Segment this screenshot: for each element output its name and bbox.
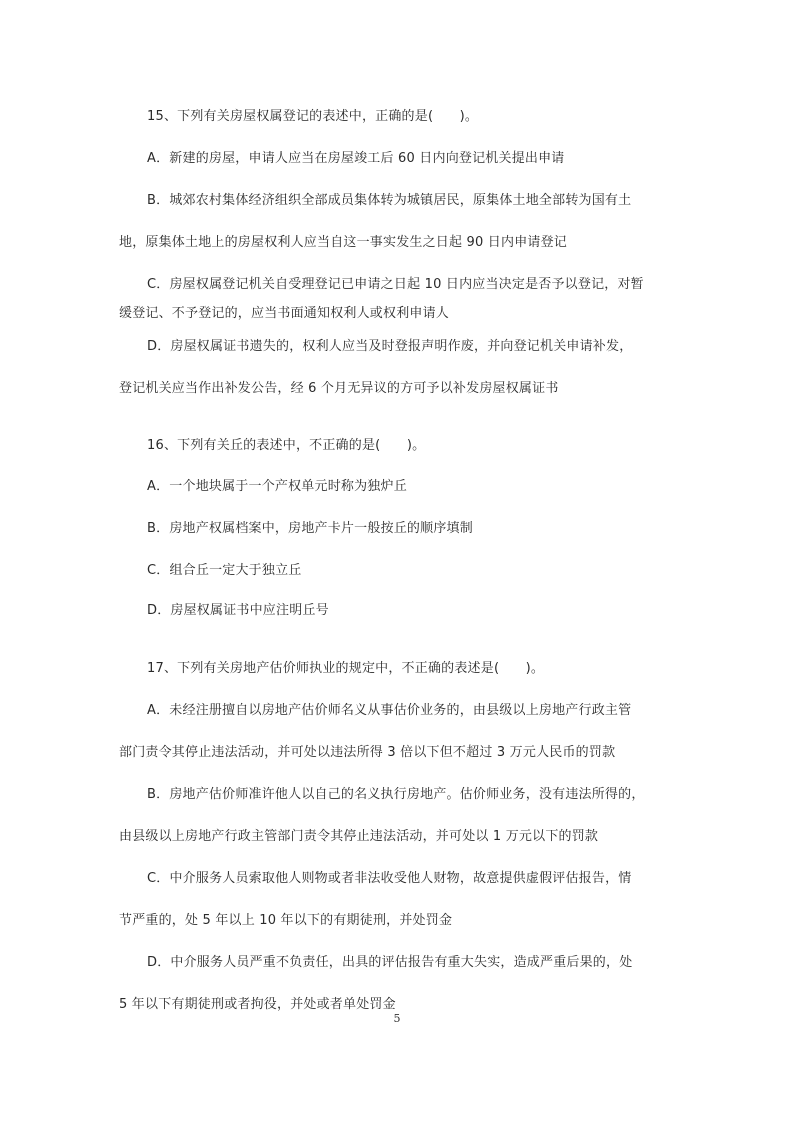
question-15-option-d-continued: 登记机关应当作出补发公告，经 6 个月无异议的方可予以补发房屋权属证书 bbox=[119, 381, 559, 396]
question-17-option-a-continued: 部门责令其停止违法活动，并可处以违法所得 3 倍以下但不超过 3 万元人民币的罚款 bbox=[119, 745, 616, 760]
question-16-option-c: C．组合丘一定大于独立丘 bbox=[147, 563, 302, 578]
question-16-stem: 16、下列有关丘的表述中，不正确的是( )。 bbox=[147, 438, 426, 453]
question-16-option-d: D．房屋权属证书中应注明丘号 bbox=[147, 603, 329, 618]
question-16-option-b: B．房地产权属档案中，房地产卡片一般按丘的顺序填制 bbox=[147, 521, 473, 536]
page-number: 5 bbox=[393, 1012, 401, 1025]
question-16-option-a: A．一个地块属于一个产权单元时称为独炉丘 bbox=[147, 479, 407, 494]
question-17-option-d: D．中介服务人员严重不负责任，出具的评估报告有重大失实，造成严重后果的，处 bbox=[147, 955, 633, 970]
question-15-option-c: C．房屋权属登记机关自受理登记已申请之日起 10 日内应当决定是否予以登记，对暂 bbox=[147, 277, 644, 292]
question-17-option-a: A．未经注册擅自以房地产估价师名义从事估价业务的，由县级以上房地产行政主管 bbox=[147, 703, 632, 718]
question-17-option-c-continued: 节严重的，处 5 年以上 10 年以下的有期徒刑，并处罚金 bbox=[119, 913, 453, 928]
question-17-option-b-continued: 由县级以上房地产行政主管部门责令其停止违法活动，并可处以 1 万元以下的罚款 bbox=[119, 829, 599, 844]
question-17-option-b: B．房地产估价师准许他人以自己的名义执行房地产。估价师业务，没有违法所得的， bbox=[147, 787, 645, 802]
question-15-option-b-continued: 地，原集体土地上的房屋权利人应当自这一事实发生之日起 90 日内申请登记 bbox=[119, 235, 568, 250]
question-15-option-b: B．城郊农村集体经济组织全部成员集体转为城镇居民，原集体土地全部转为国有土 bbox=[147, 193, 632, 208]
question-15-stem: 15、下列有关房屋权属登记的表述中，正确的是( )。 bbox=[147, 109, 479, 124]
question-15-option-a: A．新建的房屋，申请人应当在房屋竣工后 60 日内向登记机关提出申请 bbox=[147, 151, 565, 166]
question-15-option-c-continued: 缓登记、不予登记的，应当书面通知权利人或权利申请人 bbox=[119, 306, 450, 321]
question-17-option-c: C．中介服务人员索取他人则物或者非法收受他人财物，故意提供虚假评估报告，情 bbox=[147, 871, 632, 886]
question-17-option-d-continued: 5 年以下有期徒刑或者拘役，并处或者单处罚金 bbox=[119, 997, 396, 1012]
question-15-option-d: D．房屋权属证书遗失的，权利人应当及时登报声明作废，并向登记机关申请补发， bbox=[147, 339, 633, 354]
question-17-stem: 17、下列有关房地产估价师执业的规定中，不正确的表述是( )。 bbox=[147, 661, 545, 676]
